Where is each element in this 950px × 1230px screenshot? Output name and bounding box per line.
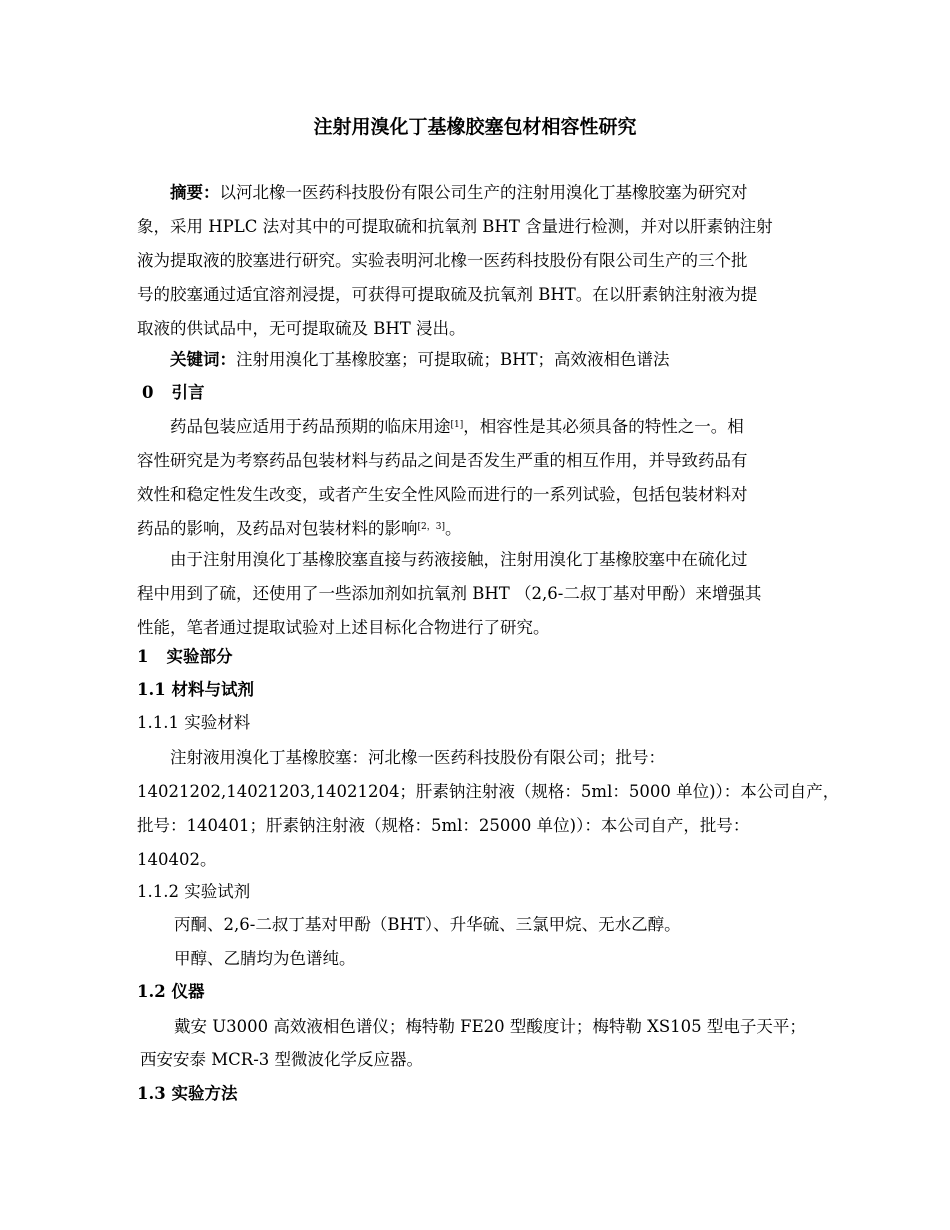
abstract-line: 象，采用 HPLC 法对其中的可提取硫和抗氧剂 BHT 含量进行检测，并对以肝素钠注射 [137,217,773,236]
section-title: 实验部分 [166,647,233,666]
section-number: 1 [137,647,149,666]
intro-paragraph-1 [137,410,837,546]
intro-line: 效性和稳定性发生改变，或者产生安全性风险而进行的一系列试验，包括包装材料对 [137,485,748,504]
intro-line: 由于注射用溴化丁基橡胶塞直接与药液接触，注射用溴化丁基橡胶塞中在硫化过 [170,550,748,569]
keywords-text: 注射用溴化丁基橡胶塞；可提取硫；BHT；高效液相色谱法 [236,350,670,369]
subsection-heading-1-1-2: 1.1.2 实验试剂 [137,882,251,901]
section-heading-1 [137,640,232,674]
keywords-line [170,343,670,377]
abstract-line: 取液的供试品中，无可提取硫及 BHT 浸出。 [137,319,466,338]
materials-line: 批号：140401；肝素钠注射液（规格：5ml：25000 单位)）：本公司自产，批号： [137,816,750,835]
intro-text: 药品的影响，及药品对包装材料的影响 [137,519,418,538]
reagents-line-2: 甲醇、乙腈均为色谱纯。 [174,949,356,968]
citation-ref: [2，3] [417,522,445,532]
abstract-line [137,176,837,210]
materials-line: 注射液用溴化丁基橡胶塞：河北橡一医药科技股份有限公司；批号： [170,748,665,767]
subsection-heading-1-1: 1.1 材料与试剂 [137,680,254,699]
materials-paragraph [137,741,857,877]
instruments-line-1: 戴安 U3000 高效液相色谱仪；梅特勒 FE20 型酸度计；梅特勒 XS105 型电子天平； [174,1017,806,1036]
intro-text: 药品包装应适用于药品预期的临床用途 [170,417,451,436]
instruments-line-2: 西安安泰 MCR-3 型微波化学反应器。 [140,1050,424,1069]
abstract-line: 号的胶塞通过适宜溶剂浸提，可获得可提取硫及抗氧剂 BHT。在以肝素钠注射液为提 [137,285,758,304]
intro-line: 容性研究是为考察药品包装材料与药品之间是否发生严重的相互作用，并导致药品有 [137,451,748,470]
materials-line: 14021202,14021203,14021204；肝素钠注射液（规格：5ml：5000 单位)）：本公司自产， [137,782,840,801]
subsection-heading-1-2: 1.2 仪器 [137,982,205,1001]
section-title: 引言 [171,383,205,402]
keywords-label: 关键词： [170,350,236,369]
intro-line [137,410,837,444]
abstract-paragraph [137,176,837,346]
materials-line: 140402。 [137,850,217,869]
subsection-heading-1-1-1: 1.1.1 实验材料 [137,713,251,732]
reagents-line-1: 丙酮、2,6-二叔丁基对甲酚（BHT）、升华硫、三氯甲烷、无水乙醇。 [174,915,681,934]
section-number: 0 [142,383,154,402]
intro-line: 程中用到了硫，还使用了一些添加剂如抗氧剂 BHT （2,6-二叔丁基对甲酚）来增强其 [137,584,762,603]
abstract-line: 液为提取液的胶塞进行研究。实验表明河北橡一医药科技股份有限公司生产的三个批 [137,251,748,270]
section-heading-0 [142,376,204,410]
intro-line: 性能，笔者通过提取试验对上述目标化合物进行了研究。 [137,618,550,637]
paper-title: 注射用溴化丁基橡胶塞包材相容性研究 [313,116,637,138]
citation-ref: [1] [450,420,464,430]
abstract-text: 以河北橡一医药科技股份有限公司生产的注射用溴化丁基橡胶塞为研究对 [219,183,748,202]
intro-paragraph-2 [137,543,837,645]
intro-text: 。 [444,519,462,538]
intro-text: ，相容性是其必须具备的特性之一。相 [463,417,744,436]
intro-line [137,512,837,546]
subsection-heading-1-3: 1.3 实验方法 [137,1084,238,1103]
abstract-label: 摘要： [170,183,220,202]
